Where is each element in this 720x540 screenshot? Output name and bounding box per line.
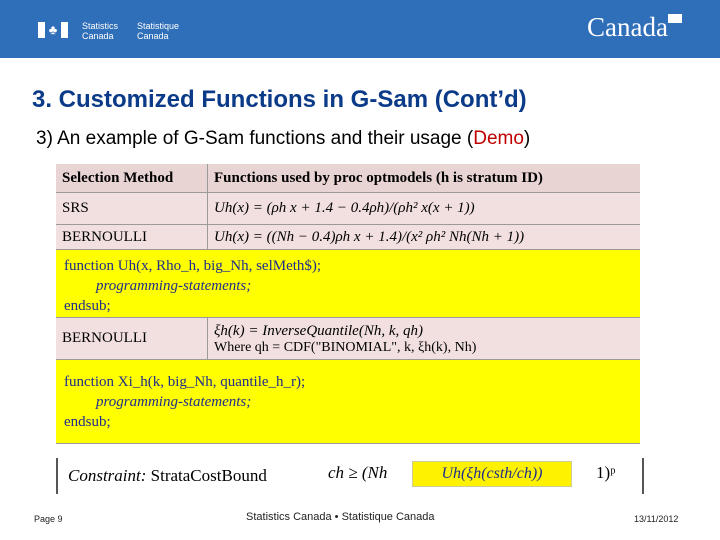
- formula-cell: Uh(x) = ((Nh − 0.4)ρh x + 1.4)/(x² ρh² Nh(Nh + 1)): [214, 228, 525, 245]
- formula-cell: Uh(x) = (ρh x + 1.4 − 0.4ρh)/(ρh² x(x + 1)): [214, 200, 475, 216]
- table-header-row: [56, 164, 640, 193]
- code-line: endsub;: [64, 414, 111, 430]
- table-row: [56, 193, 640, 225]
- page-number: Page 9: [34, 514, 63, 524]
- constraint-expression: ch ≥ (Nh: [328, 463, 388, 482]
- code-line: programming-statements;: [96, 394, 252, 410]
- header-functions: Functions used by proc optmodels (h is stratum ID): [214, 169, 543, 186]
- footer-agency: Statistics Canada • Statistique Canada: [246, 511, 435, 523]
- header-banner: [0, 0, 720, 58]
- code-line: programming-statements;: [96, 278, 252, 294]
- formula-cell: [208, 318, 640, 359]
- formula-text: ξh(k) = InverseQuantile(Nh, k, qh): [214, 322, 423, 339]
- code-line: endsub;: [64, 298, 111, 314]
- demo-word: Demo: [473, 128, 524, 149]
- footer-date: 13/11/2012: [634, 514, 679, 524]
- subtitle-text: 3) An example of G-Sam functions and their usage (: [36, 128, 474, 149]
- canada-wordmark: Canada: [587, 12, 668, 42]
- code-line: function Xi_h(k, big_Nh, quantile_h_r);: [64, 374, 306, 390]
- constraint-label: Constraint: StrataCostBound: [68, 466, 267, 485]
- agency-name-fr: Statistique Canada: [137, 21, 180, 41]
- method-cell: BERNOULLI: [56, 318, 208, 359]
- table-row: [56, 318, 640, 360]
- subtitle-close: ): [523, 128, 531, 149]
- canada-flag-icon: ♣: [38, 22, 68, 38]
- table-row: [56, 225, 640, 250]
- function-block-uh: [56, 250, 640, 318]
- slide-title: 3. Customized Functions in G-Sam (Cont’d): [32, 86, 527, 113]
- method-cell: BERNOULLI: [56, 225, 208, 249]
- constraint-bar: [56, 458, 644, 494]
- constraint-tail: 1)ᵖ: [596, 463, 616, 482]
- wordmark-flag-icon: [668, 14, 682, 23]
- where-text: Where qh = CDF("BINOMIAL", k, ξh(k), Nh): [214, 339, 477, 355]
- slide-subtitle: [36, 128, 530, 150]
- constraint-highlight: Uh(ξh(csth/ch)): [412, 461, 572, 487]
- method-cell: SRS: [56, 193, 208, 224]
- agency-name-en: Statistics Canada: [82, 21, 119, 41]
- header-method: Selection Method: [56, 164, 208, 192]
- code-line: function Uh(x, Rho_h, big_Nh, selMeth$);: [64, 258, 322, 274]
- functions-table: [56, 164, 640, 444]
- function-block-xi: [56, 360, 640, 444]
